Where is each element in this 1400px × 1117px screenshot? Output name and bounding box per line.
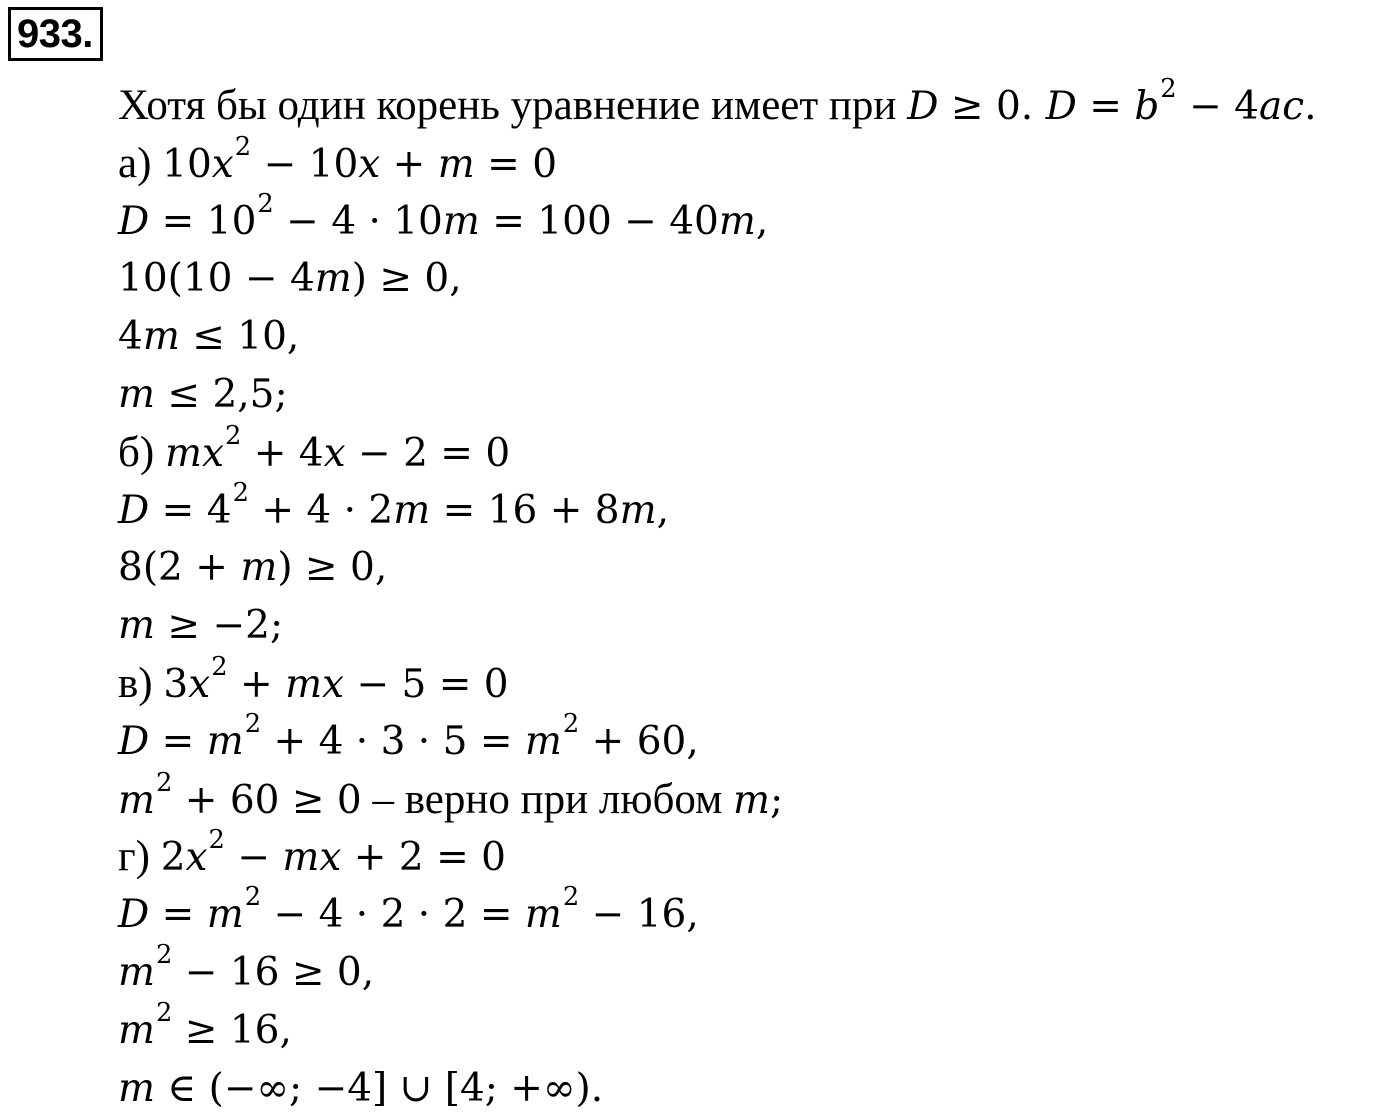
solution-body: [118, 74, 1400, 1117]
part-a-result: m ≤ 2,5;: [118, 371, 288, 417]
part-a-discriminant: $D = 10^2 - 4 \cdot 10m = 100 - 40m$,: [118, 188, 769, 244]
intro-text: Хотя бы один корень уравнение имеет при: [118, 82, 908, 129]
part-a-step-1: 10(10 − 4m) ≥ 0,: [118, 256, 462, 302]
part-a-label: а): [118, 139, 163, 187]
part-c-result: $m^2 + 60 \ge 0$ – верно при любом m;: [118, 767, 784, 823]
part-d-step-2: $m^2 \ge 16$,: [118, 997, 292, 1053]
part-c-result-text: – верно при любом: [361, 775, 734, 823]
part-d-equation: г) $2x^2$ − mx + 2 = 0: [118, 825, 506, 881]
part-a-equation: а) $10x^2 - 10x + m = 0$: [118, 131, 558, 187]
part-d-result: m ∈ (−∞; −4] ∪ [4; +∞).: [118, 1065, 604, 1111]
part-a-step-2: 4m ≤ 10,: [118, 314, 300, 360]
part-b-result: m ≥ −2;: [118, 603, 284, 649]
part-b-equation: б) $mx^2 + 4x - 2 = 0$: [118, 420, 511, 476]
part-c-equation: в) $3x^2$ + mx − 5 = 0: [118, 652, 509, 707]
part-c-label: в): [118, 659, 164, 707]
part-d-step-1: $m^2 - 16 \ge 0$,: [118, 940, 375, 995]
part-b-step-1: 8(2 + m) ≥ 0,: [118, 545, 388, 591]
part-d-discriminant: $D = m^2 - 4 \cdot 2 \cdot 2 = m^2 - 16$,: [118, 882, 699, 938]
intro-condition: D ≥ 0. $D = b^2 - 4ac$.: [907, 74, 1317, 129]
part-d-label: г): [118, 833, 161, 881]
intro-line: [118, 74, 1400, 135]
part-c-discriminant: $D = m^2 + 4 \cdot 3 \cdot 5 = m^2 + 60$,: [118, 708, 699, 764]
part-b-label: б): [118, 428, 165, 476]
part-b-discriminant: $D = 4^2 + 4 \cdot 2m = 16 + 8m$,: [118, 477, 670, 533]
problem-number: 933.: [8, 7, 103, 61]
